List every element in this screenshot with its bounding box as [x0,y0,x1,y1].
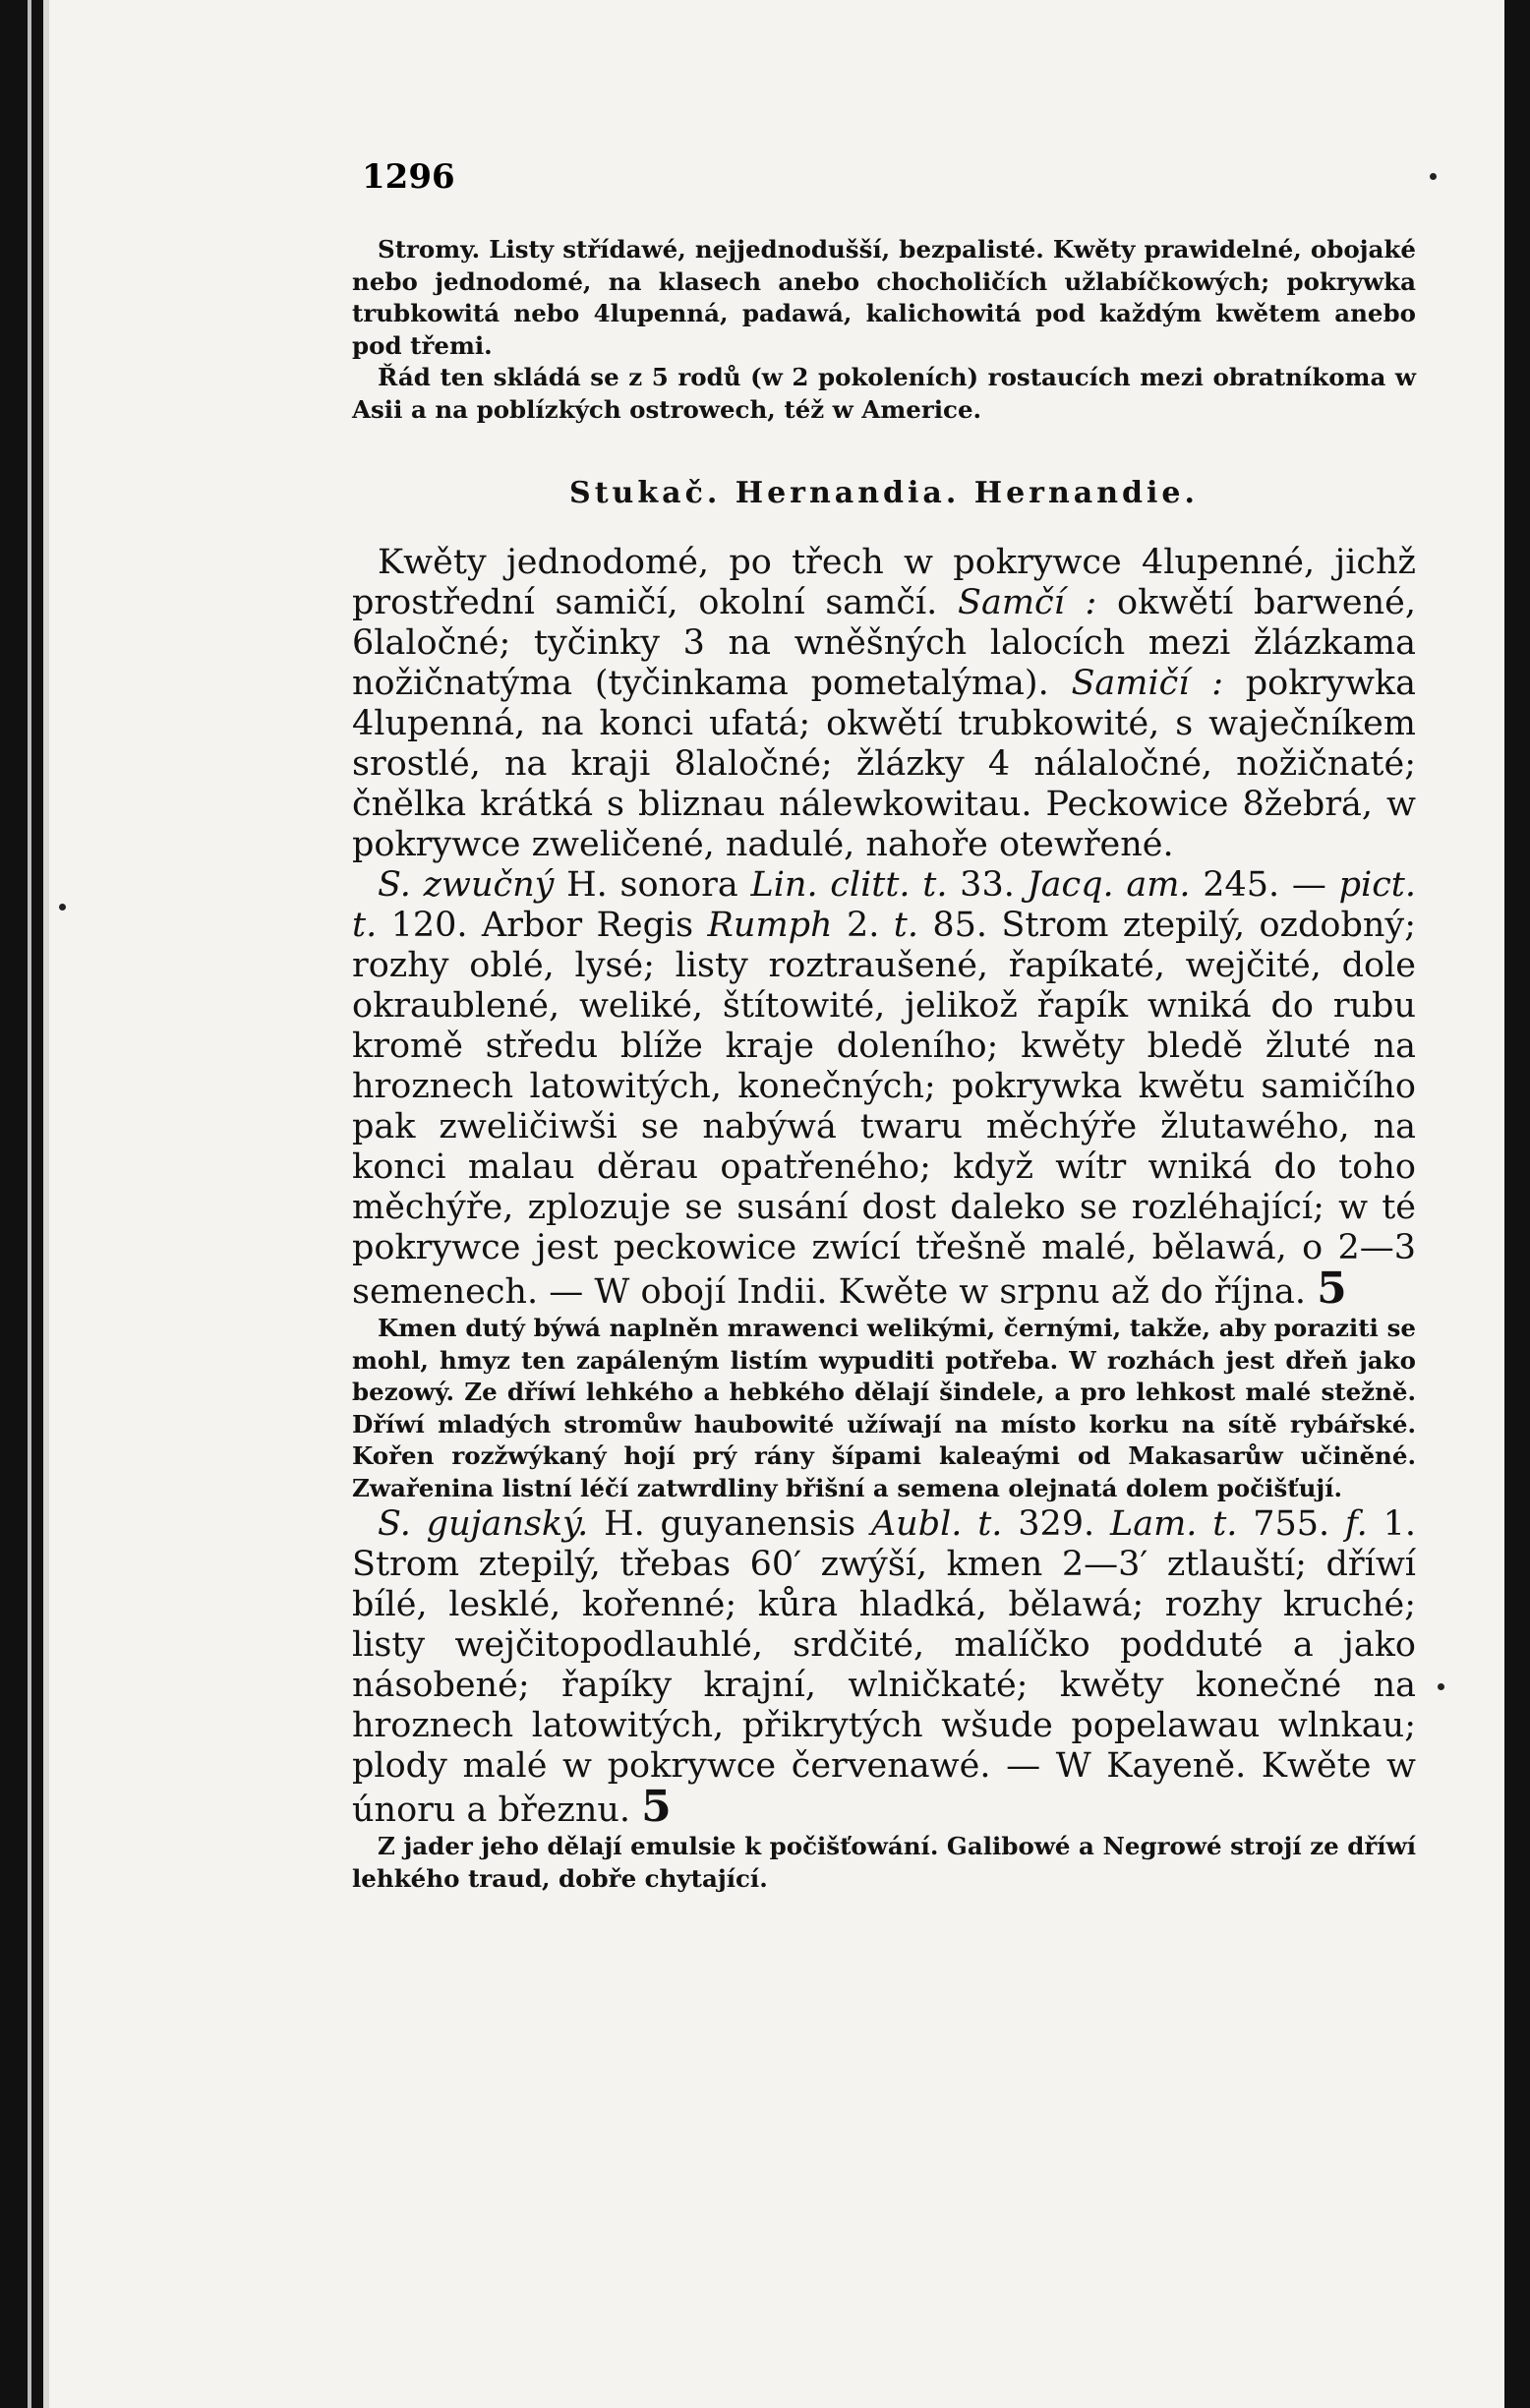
species-text: 85. Strom ztepilý, ozdobný; rozhy oblé, lysé; listy roztraušené, řapíkaté, wejčité, dole okraublené, weliké, štítowité, jelikož řapík wniká do rubu kromě středu blíže kraje doleního; kwěty bledě žluté na hroznech latowitých, konečných; pokrywka kwětu samičího pak zweličiwši se nabýwá twaru měchýře žlutawého, na konci malau děrau opatřeného; když wítr wniká do toho měchýře, zplozuje se susání dost daleko se rozléhající; w té pokrywce jest peckowice zwící třešně malé, bělawá, o 2—3 semenech. — W obojí Indii. Kwěte w srpnu až do října. [352,906,1416,1312]
scan-speck [1430,173,1437,180]
species-sonora-note: Kmen dutý býwá naplněn mrawenci welikými, černými, takže, aby poraziti se mohl, hmyz ten zapáleným listím wypuditi potřeba. W rozhách jest dřeň jako bezowý. Ze dříwí lehkého a hebkého dělají šindele, a pro lehkost malé stežně. Dříwí mladých stromůw haubowité užíwají na místo korku na sítě rybářské. Kořen rozžwýkaný hojí prý rány šípami kaleaými od Makasarůw učiněné. Zwařenina listní léčí zatwrdliny břišní a semena olejnatá dolem počišťují. [352,1314,1416,1502]
binding-edge [0,0,43,2408]
family-distribution: Řád ten skládá se z 5 rodů (w 2 pokoleních) rostaucích mezi obratníkoma w Asii a na poblízkých ostrowech, též w Americe. [352,363,1416,424]
binding-line [28,0,31,2408]
species-name: S. zwučný [378,865,555,905]
species-text: 33. [947,865,1028,905]
family-text: Stromy. Listy střídawé, nejjednodušší, bezpalisté. Kwěty prawidelné, obojaké nebo jednodomé, na klasech anebo chocholičích užlabíčkowých; pokrywka trubkowitá nebo 4lupenná, padawá, kalichowitá pod každým kwětem anebo pod třemi. [352,235,1416,360]
family-description [352,234,1416,426]
scan-speck [1438,1683,1444,1690]
species-text: 2. [832,906,894,945]
species-text: 120. Arbor Regis [377,906,708,945]
species-name: S. gujanský. [378,1504,589,1544]
tree-symbol: 5 [641,1782,672,1832]
species-guyanensis [352,1504,1416,1831]
page-number: 1296 [362,157,455,197]
species-guyanensis-note: Z jader jeho dělají emulsie k počišťowání. Galibowé a Negrowé strojí ze dříwí lehkého traud, dobře chytající. [352,1832,1416,1893]
genus-text-2: okwětí barwené, 6laločné; tyčinky 3 na wněšných lalocích mezi žlázkama nožičnatýma (tyčinkama pometalýma). [352,583,1417,703]
species-text: 755. [1237,1504,1345,1544]
female-label: Samičí : [1071,664,1224,703]
genus-text-3: pokrywka 4lupenná, na konci ufatá; okwětí trubkowité, s waječníkem srostlé, na kraji 8laločné; žlázky 4 nálaločné, nožičnaté; čnělka krátká s bliznau nálewkowitau. Peckowice 8žebrá, w pokrywce zweličené, nadulé, nahoře otewřené. [352,664,1416,864]
genus-heading-block [352,476,1416,510]
genus-text [352,543,1416,865]
species-text: 1. Strom ztepilý, třebas 60′ zwýší, kmen 2—3′ ztlauští; dříwí bílé, lesklé, kořenné; kůra hladká, bělawá; rozhy kruché; listy wejčitopodlauhlé, srdčité, malíčko podduté a jako násobené; řapíky krajní, wlničkaté; kwěty konečné na hroznech latowitých, přikrytých wšude popelawau wlnkau; plody malé w pokrywce červenawé. — W Kayeně. Kwěte w únoru a březnu. [352,1504,1416,1830]
male-label: Samčí : [958,583,1097,622]
citation: f. [1344,1504,1368,1544]
citation: Lin. clitt. t. [750,865,948,905]
citation: Aubl. t. [870,1504,1003,1544]
scan-border [1504,0,1530,2408]
species-text: 329. [1002,1504,1110,1544]
scan-speck [59,904,66,910]
species-text: H. sonora [554,865,751,905]
tree-symbol: 5 [1317,1263,1347,1314]
species-text: H. guyanensis [588,1504,871,1544]
citation: Rumph [707,906,833,945]
species-text: 245. — [1190,865,1339,905]
species-sonora [352,865,1416,1313]
genus-description [352,543,1416,1895]
genus-heading: Stukač. Hernandia. Hernandie. [569,476,1199,510]
citation: Jacq. am. [1027,865,1191,905]
genus-text-1: Kwěty jednodomé, po třech w pokrywce 4lupenné, jichž prostřední samičí, okolní samčí. [352,543,1416,622]
citation: pict. t. [352,865,1417,945]
citation: t. [893,906,918,945]
citation: Lam. t. [1109,1504,1238,1544]
